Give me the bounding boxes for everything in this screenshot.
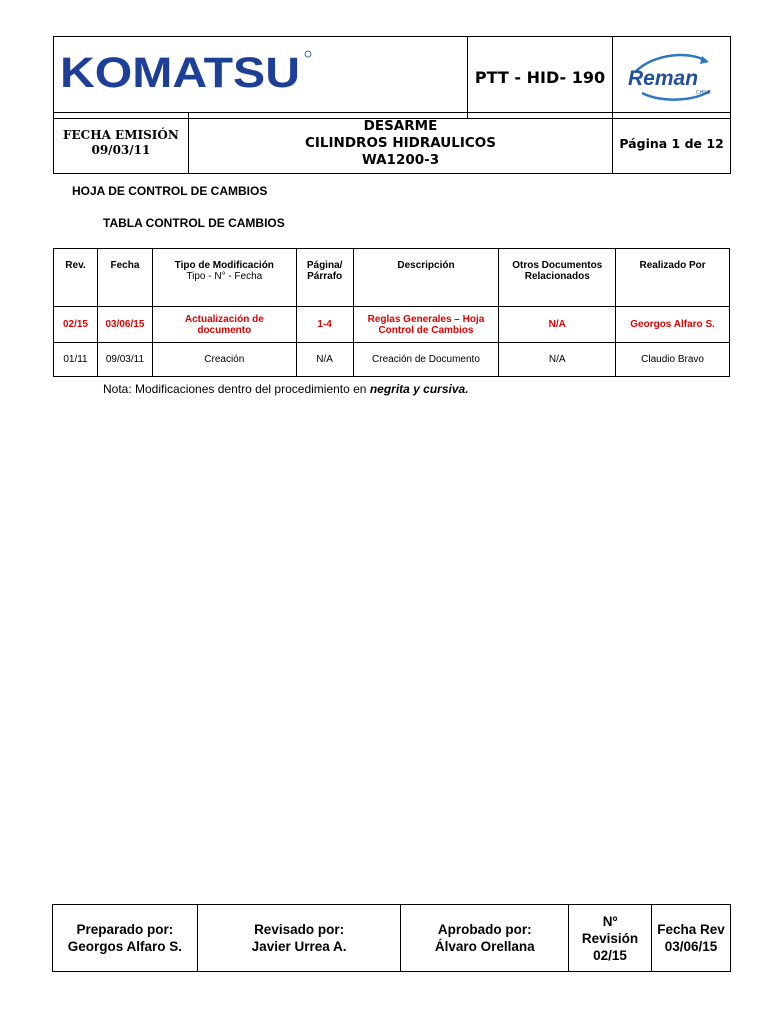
approved-by — [401, 905, 569, 972]
emission-label: FECHA EMISIÓN — [63, 128, 179, 142]
table-row — [54, 343, 730, 377]
cell-fecha: 03/06/15 — [97, 307, 152, 343]
komatsu-logo-cell — [54, 37, 468, 119]
col-header-pagina — [296, 249, 353, 307]
col-header-rev: Rev. — [54, 249, 98, 307]
col-header-otros — [499, 249, 616, 307]
col-header-fecha: Fecha — [97, 249, 152, 307]
document-header — [53, 36, 731, 119]
cell-fecha: 09/03/11 — [97, 343, 152, 377]
prepared-label: Preparado por: — [76, 922, 174, 937]
rev-date-label: Fecha Rev — [657, 922, 725, 937]
cell-realizado: Claudio Bravo — [616, 343, 730, 377]
reman-logo — [614, 37, 730, 113]
cell-pagina: 1-4 — [296, 307, 353, 343]
document-title — [188, 113, 612, 174]
change-note — [103, 382, 469, 396]
col-header-tipo-sub: Tipo - N° - Fecha — [186, 271, 263, 282]
reviewed-name: Javier Urrea A. — [251, 939, 347, 954]
reman-chile-text: CHILE — [695, 90, 711, 96]
col-header-otros-line1: Otros Documentos — [512, 260, 603, 271]
cell-tipo-line1: Actualización de — [184, 313, 264, 325]
arrow-head-icon — [700, 56, 709, 64]
cell-tipo: Creación — [152, 343, 296, 377]
cell-descripcion-line2: Control de Cambios — [378, 324, 474, 336]
col-header-descripcion: Descripción — [353, 249, 499, 307]
revision-date — [652, 905, 731, 972]
cell-realizado: Georgos Alfaro S. — [616, 307, 730, 343]
reviewed-by — [197, 905, 401, 972]
cell-rev: 01/11 — [54, 343, 98, 377]
cell-descripcion: Creación de Documento — [353, 343, 499, 377]
cell-rev: 02/15 — [54, 307, 98, 343]
revision-label: Nº Revisión — [581, 913, 639, 946]
col-header-realizado: Realizado Por — [616, 249, 730, 307]
cell-otros: N/A — [499, 343, 616, 377]
prepared-name: Georgos Alfaro S. — [67, 939, 183, 954]
title-line-3: WA1200-3 — [361, 151, 440, 168]
col-header-tipo — [152, 249, 296, 307]
section-title: HOJA DE CONTROL DE CAMBIOS — [72, 184, 268, 198]
table-row — [54, 307, 730, 343]
prepared-by — [53, 905, 198, 972]
table-title: TABLA CONTROL DE CAMBIOS — [103, 216, 285, 230]
approved-name: Álvaro Orellana — [434, 939, 535, 954]
document-title-row — [53, 112, 731, 174]
document-code: PTT - HID- 190 — [468, 37, 613, 119]
rev-date-value: 03/06/15 — [664, 939, 718, 954]
komatsu-logo-text: KOMATSU — [60, 49, 300, 97]
note-emphasis: negrita y cursiva. — [369, 382, 469, 396]
cell-tipo-line2: documento — [197, 324, 252, 336]
cell-pagina: N/A — [296, 343, 353, 377]
komatsu-logo — [54, 37, 467, 113]
emission-date: 09/03/11 — [91, 143, 151, 157]
reman-logo-cell — [613, 37, 731, 119]
note-prefix: Nota: Modificaciones dentro del procedimiento en — [103, 382, 370, 396]
registered-mark-icon — [305, 51, 311, 57]
change-control-table — [53, 248, 730, 377]
table-header-row — [54, 249, 730, 307]
cell-otros: N/A — [499, 307, 616, 343]
col-header-tipo-label: Tipo de Modificación — [174, 260, 274, 271]
approval-footer — [52, 904, 731, 972]
emission-cell — [54, 113, 189, 174]
col-header-pagina-line1: Página/ — [306, 260, 343, 271]
cell-descripcion-line1: Reglas Generales – Hoja — [367, 313, 485, 325]
title-line-2: CILINDROS HIDRAULICOS — [304, 134, 496, 151]
reviewed-label: Revisado por: — [254, 922, 345, 937]
approved-label: Aprobado por: — [437, 922, 532, 937]
col-header-pagina-line2: Párrafo — [307, 271, 343, 282]
title-line-1: DESARME — [363, 117, 438, 134]
revision-value: 02/15 — [593, 947, 627, 963]
cell-descripcion — [353, 307, 499, 343]
col-header-otros-line2: Relacionados — [524, 271, 590, 282]
reman-logo-text: Reman — [627, 67, 698, 90]
revision-number — [569, 905, 652, 972]
page-number: Página 1 de 12 — [613, 113, 731, 174]
cell-tipo — [152, 307, 296, 343]
